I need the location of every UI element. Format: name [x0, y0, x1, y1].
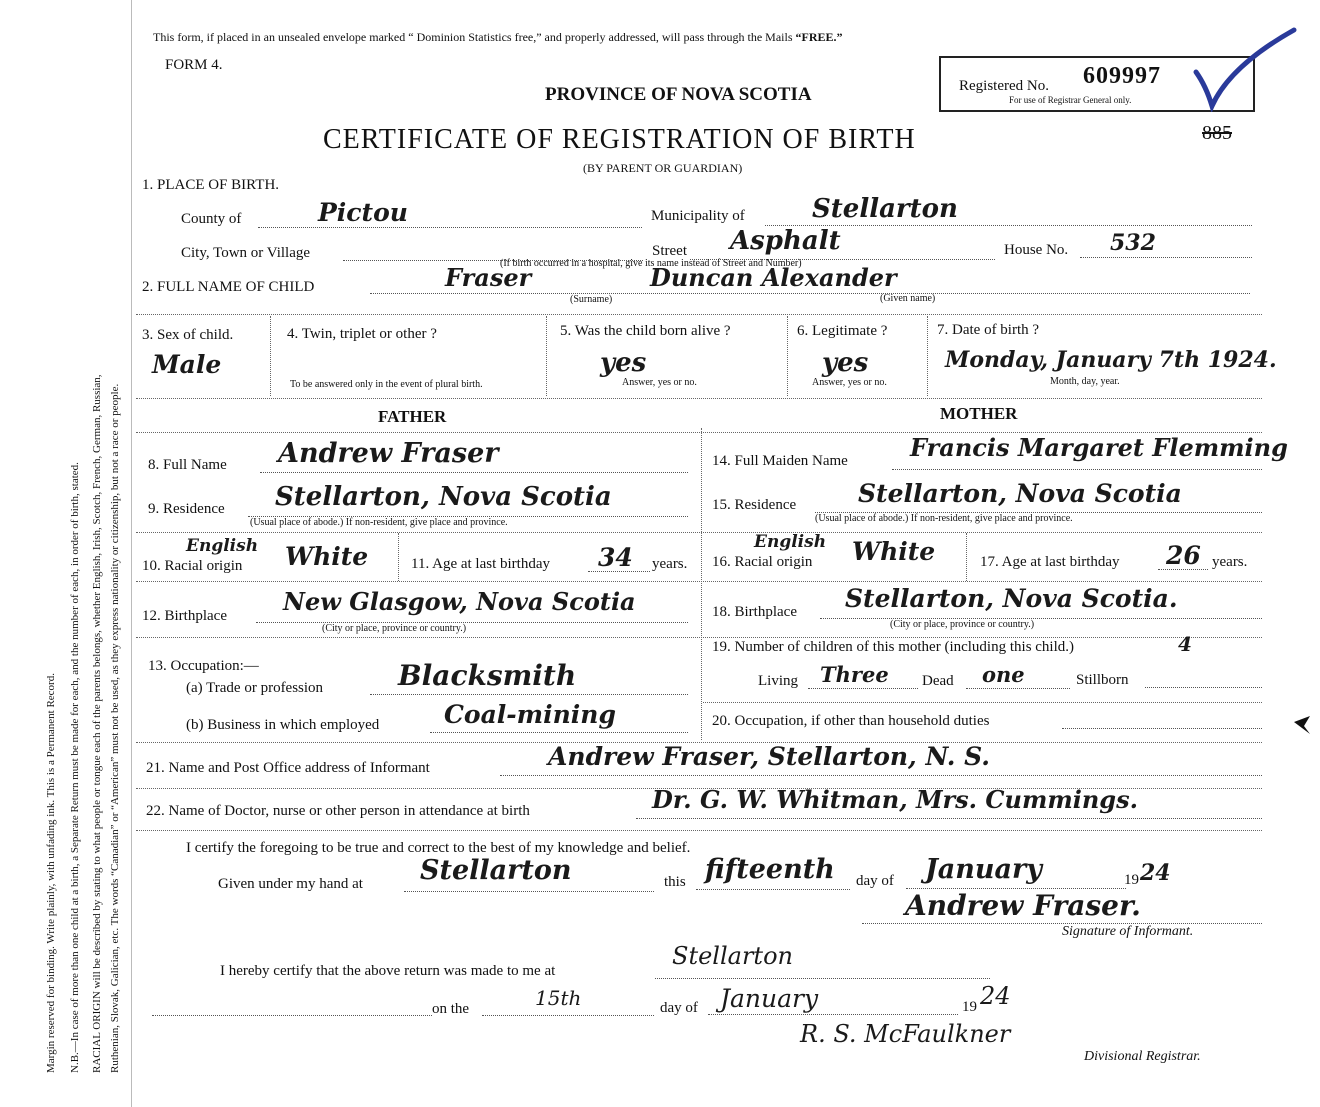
margin-note-nb: N.B.—In case of more than one child at a birth, a Separate Return must be made for each, and the number of each, in order of birth, stated. — [69, 462, 81, 1073]
twin-label: 4. Twin, triplet or other ? — [287, 326, 437, 342]
mother-heading: MOTHER — [940, 404, 1018, 423]
registrar-day: 15th — [535, 986, 582, 1010]
mother-occupation-label: 20. Occupation, if other than household duties — [712, 713, 990, 729]
mother-residence-label: 15. Residence — [712, 497, 797, 513]
date-of-birth-label: 7. Date of birth ? — [937, 322, 1040, 338]
father-name: Andrew Fraser — [278, 438, 499, 469]
surname-note: (Surname) — [570, 294, 613, 305]
child-name-label: 2. FULL NAME OF CHILD — [142, 279, 315, 295]
twin-note: To be answered only in the event of plural birth. — [290, 379, 483, 390]
registrar-year-prefix: 19 — [962, 999, 977, 1015]
certificate-subtitle: (BY PARENT OR GUARDIAN) — [583, 161, 743, 175]
father-residence-note: (Usual place of abode.) If non-resident, give place and province. — [250, 517, 508, 528]
margin-note-racial-cont: Ruthenian, Slovak, Galician, etc. The words “Canadian” or “American” must not be used, as they express nationality or citizenship, but not a race or people. — [109, 383, 121, 1073]
registrar-year: 24 — [980, 982, 1011, 1010]
doctor-label: 22. Name of Doctor, nurse or other person in attendance at birth — [146, 803, 530, 819]
place-of-birth-label: 1. PLACE OF BIRTH. — [142, 177, 280, 193]
house-label: House No. — [1004, 242, 1069, 258]
legitimate-label: 6. Legitimate ? — [797, 323, 888, 339]
informant-signature: Andrew Fraser. — [905, 889, 1141, 922]
children-count-label: 19. Number of children of this mother (including this child.) — [712, 639, 1075, 655]
doctor-value: Dr. G. W. Whitman, Mrs. Cummings. — [652, 785, 1138, 814]
father-age-label: 11. Age at last birthday — [411, 556, 550, 572]
living-label: Living — [758, 673, 798, 689]
sex-value: Male — [152, 350, 222, 379]
father-race: White — [285, 542, 369, 571]
certification-statement: I certify the foregoing to be true and correct to the best of my knowledge and belief. — [186, 840, 691, 856]
legitimate-note: Answer, yes or no. — [812, 377, 887, 388]
mother-age: 26 — [1166, 541, 1201, 570]
cert-day-of-label: day of — [856, 873, 894, 889]
given-at-place: Stellarton — [420, 855, 572, 886]
mother-name-label: 14. Full Maiden Name — [712, 453, 848, 469]
mother-name: Francis Margaret Flemming — [910, 433, 1288, 462]
registrar-month: January — [720, 984, 819, 1013]
business-value: Coal-mining — [444, 700, 616, 729]
mother-years-label: years. — [1212, 554, 1248, 570]
given-name-note: (Given name) — [880, 293, 936, 304]
child-surname: Fraser — [445, 263, 532, 292]
street-value: Asphalt — [730, 226, 841, 256]
margin-note-racial: RACIAL ORIGIN will be described by stating to what people or tongue each of the parents belongs, whether English, Irish, Scotch, French, German, Russian, — [91, 374, 103, 1073]
father-residence: Stellarton, Nova Scotia — [275, 482, 612, 512]
mother-race: White — [852, 537, 936, 566]
trade-value: Blacksmith — [398, 659, 577, 692]
corner-number: 885 — [1202, 122, 1232, 144]
registrar-note: For use of Registrar General only. — [1009, 95, 1132, 105]
occupation-label: 13. Occupation:— — [148, 658, 259, 674]
dead-value: one — [982, 662, 1025, 687]
legitimate-value: yes — [822, 348, 869, 378]
registrar-statement: I hereby certify that the above return was made to me at — [220, 963, 556, 979]
municipality-label: Municipality of — [651, 208, 745, 224]
sex-label: 3. Sex of child. — [142, 327, 234, 343]
date-of-birth-value: Monday, January 7th 1924. — [945, 347, 1277, 373]
father-heading: FATHER — [378, 407, 447, 426]
cert-year-prefix: 19 — [1124, 872, 1139, 888]
father-birthplace: New Glasgow, Nova Scotia — [283, 587, 636, 616]
father-name-label: 8. Full Name — [148, 457, 227, 473]
business-label: (b) Business in which employed — [186, 717, 380, 733]
stillborn-label: Stillborn — [1076, 672, 1129, 688]
father-birthplace-note: (City or place, province or country.) — [322, 623, 467, 634]
mail-notice: This form, if placed in an unsealed envelope marked “ Dominion Statistics free,” and properly addressed, will pass through the Mails “FREE.” — [153, 30, 843, 44]
registrar-signature: R. S. McFaulkner — [800, 1020, 1011, 1048]
municipality-value: Stellarton — [812, 194, 958, 224]
house-value: 532 — [1110, 230, 1156, 256]
cert-year: 24 — [1140, 860, 1171, 886]
county-label: County of — [181, 211, 242, 227]
given-at-label: Given under my hand at — [218, 876, 363, 892]
born-alive-label: 5. Was the child born alive ? — [560, 323, 731, 339]
registrar-day-of-label: day of — [660, 1000, 698, 1016]
hospital-note: (If birth occurred in a hospital, give its name instead of Street and Number) — [500, 258, 802, 269]
province-heading: PROVINCE OF NOVA SCOTIA — [545, 84, 812, 105]
form-number: FORM 4. — [165, 57, 223, 73]
registrar-caption: Divisional Registrar. — [1084, 1049, 1201, 1064]
informant-value: Andrew Fraser, Stellarton, N. S. — [548, 742, 990, 771]
street-label: Street — [652, 243, 687, 259]
mother-birthplace: Stellarton, Nova Scotia. — [845, 584, 1178, 613]
checkmark-icon — [1190, 26, 1300, 112]
father-years-label: years. — [652, 556, 688, 572]
trade-label: (a) Trade or profession — [186, 680, 324, 696]
county-value: Pictou — [318, 198, 408, 227]
registrar-place: Stellarton — [672, 942, 793, 970]
children-count: 4 — [1178, 632, 1192, 656]
cert-day: fifteenth — [705, 854, 835, 885]
on-the-label: on the — [432, 1001, 470, 1017]
mother-race-label: 16. Racial origin — [712, 554, 813, 570]
living-value: Three — [820, 662, 889, 687]
mother-residence: Stellarton, Nova Scotia — [858, 479, 1182, 508]
informant-signature-caption: Signature of Informant. — [1062, 924, 1194, 939]
father-race-label: 10. Racial origin — [142, 558, 243, 574]
father-residence-label: 9. Residence — [148, 501, 225, 517]
page-edge-mark-icon — [1292, 712, 1312, 736]
mother-age-label: 17. Age at last birthday — [980, 554, 1120, 570]
born-alive-note: Answer, yes or no. — [622, 377, 697, 388]
mother-residence-note: (Usual place of abode.) If non-resident, give place and province. — [815, 513, 1073, 524]
father-age: 34 — [598, 543, 633, 572]
father-birthplace-label: 12. Birthplace — [142, 608, 227, 624]
born-alive-value: yes — [600, 348, 647, 378]
dead-label: Dead — [922, 673, 954, 689]
margin-note-binding: Margin reserved for binding. Write plainly, with unfading ink. This is a Permanent Record. — [45, 673, 57, 1073]
date-of-birth-note: Month, day, year. — [1050, 376, 1120, 387]
certificate-title: CERTIFICATE OF REGISTRATION OF BIRTH — [323, 124, 916, 155]
binding-margin-line — [131, 0, 132, 1107]
mother-race-annotation: English — [754, 532, 827, 552]
child-given-name: Duncan Alexander — [650, 263, 897, 292]
mother-birthplace-label: 18. Birthplace — [712, 604, 797, 620]
father-race-annotation: English — [186, 536, 259, 556]
city-label: City, Town or Village — [181, 245, 311, 261]
cert-month: January — [925, 854, 1042, 885]
mother-birthplace-note: (City or place, province or country.) — [890, 619, 1035, 630]
informant-label: 21. Name and Post Office address of Informant — [146, 760, 430, 776]
this-label: this — [664, 874, 686, 890]
registered-number: 609997 — [1083, 63, 1161, 89]
registered-label: Registered No. — [959, 78, 1049, 94]
